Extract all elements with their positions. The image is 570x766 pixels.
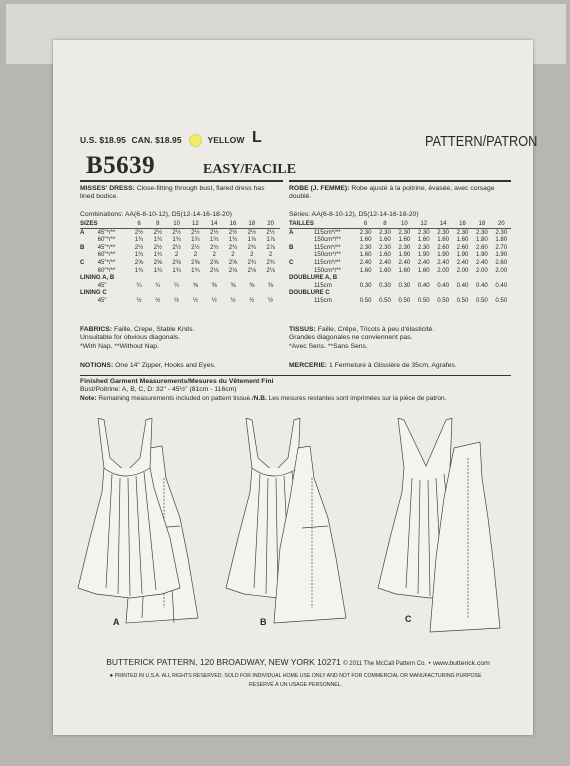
fr-title: ROBE (J. FEMME): [289,185,350,192]
table-cell: 8 [148,220,167,228]
table-row [289,267,511,275]
header-rule-right [289,180,511,182]
table-cell: 2.60 [456,243,469,251]
view-label-c: C [405,614,412,624]
table-cell: 2.00 [475,266,488,274]
table-cell: 0.50 [379,296,391,304]
price-can: CAN. $18.95 [131,134,182,145]
fabrics-note-2: *With Nap. **Without Nap. [80,342,159,350]
table-cell: 2 [174,251,179,259]
table-cell: 2⅛ [247,266,257,274]
table-cell: 2½ [191,243,200,251]
table-row [80,244,280,252]
notions-text: One 14" Zipper, Hooks and Eyes. [115,362,216,369]
footer-legal-1-text: PRINTED IN U.S.A. ALL RIGHTS RESERVED. SOLD FOR INDIVIDUAL HOME USE ONLY AND NOT FOR COMMERCIAL OR MANUFACTURING PURPOSE [114,673,482,679]
tissus-note-1: Grandes diagonales ne conviennent pas. [289,334,413,342]
table-cell: ½ [192,296,198,304]
table-cell: 1¾ [209,236,219,244]
table-cell: ¼ [136,281,142,289]
table-cell: 1¾ [172,236,181,244]
footer-legal-2: RESERVÉ À UN USAGE PERSONNEL. [248,682,343,688]
table-cell: 20 [492,220,511,228]
table-cell: 10 [167,220,186,228]
table-cell: 2½ [266,228,275,236]
table-cell: 1¾ [172,266,181,274]
footer-copyright: © 2011 The McCall Pattern Co. [343,661,427,667]
table-cell: 1¾ [153,236,163,244]
table-cell: 2.40 [379,258,391,266]
table-cell: 0.40 [437,281,450,289]
table-cell: 18 [472,220,491,228]
table-cell: 1.60 [437,236,450,244]
table-cell: ⅜ [192,281,198,289]
table-cell: 0.30 [379,281,391,289]
table-row [80,282,280,290]
table-row [80,220,280,228]
table-cell: 2.30 [398,243,411,251]
table-cell: 2.40 [417,258,430,266]
table-cell: 2½ [228,228,238,236]
table-cell: ⅜ [268,281,274,289]
table-cell: 2⅛ [209,266,219,274]
table-cell: 45"*/** [97,228,116,236]
table-cell: 2½ [134,243,144,251]
table-row [80,274,280,282]
mercerie-label: MERCERIE: [289,362,328,369]
table-cell: 2.60 [437,243,450,251]
en-title: MISSES' DRESS: [80,185,135,192]
table-cell: 1¾ [191,266,200,274]
yardage-table-en [80,220,280,305]
table-cell: ½ [249,296,255,304]
table-row [80,251,280,259]
table-cell: 1.60 [359,251,372,259]
table-cell: 12 [186,220,205,228]
table-cell: 115cm [313,281,332,289]
table-cell: 1.60 [398,266,411,274]
table-cell [314,220,356,228]
measurements-note [80,395,446,403]
table-cell: 2½ [209,228,219,236]
table-cell: ½ [230,296,236,304]
table-cell: 2.30 [379,228,391,236]
table-row [80,259,280,267]
table-cell: 1.60 [417,266,430,274]
en-notions [80,362,216,370]
table-cell: 2 [212,251,216,259]
fabrics-text: Faille, Crepe, Stable Knits. [114,326,195,333]
table-cell: LINING A, B [80,274,115,282]
table-cell: 1.60 [359,266,372,274]
table-cell: 60"*/** [97,266,116,274]
table-cell [98,220,130,228]
section-rule [80,375,511,376]
tissus-label: TISSUS: [289,326,316,333]
table-cell: 2 [250,251,254,259]
table-cell: 1.60 [456,236,469,244]
en-combinations: Combinations: AA(6-8-10-12), D5(12-14-16-18-20) [80,211,232,218]
notions-label: NOTIONS: [80,362,114,369]
table-cell: 1¾ [191,236,200,244]
table-cell: 60"*/** [97,236,116,244]
table-cell: 2⅝ [191,258,200,266]
table-cell [80,282,98,290]
table-cell: B [289,243,294,251]
table-cell: 115cm [313,296,332,304]
note-label: Note: [80,394,97,402]
measurements-bust: Bust/Poitrine: A, B, C, D: 32" - 45½" (81cm - 116cm) [80,386,237,394]
table-cell: 2½ [153,243,163,251]
table-cell: TAILLES [289,220,314,227]
table-cell: ½ [155,296,161,304]
table-cell: 2½ [247,228,257,236]
tissus-text: Faille, Crêpe, Tricots à peu d'élasticité. [317,326,435,333]
table-cell: B [80,243,85,251]
table-cell: ½ [174,296,180,304]
table-cell: 2.30 [495,228,508,236]
table-cell: 2.70 [495,243,508,251]
fabrics-label: FABRICS: [80,326,113,333]
tissus-note-2: *Avec Sens. **Sans Sens. [289,342,368,350]
table-cell: 2 [268,251,273,259]
table-row [289,274,511,282]
fr-description [289,185,511,202]
table-cell: 2.00 [495,266,508,274]
table-cell: 2.30 [475,228,488,236]
table-cell: 2⅛ [228,266,238,274]
table-cell: 16 [453,220,472,228]
table-cell: 6 [130,220,149,228]
table-cell: DOUBLURE C [289,289,330,297]
table-cell: 150cm*/** [313,251,342,259]
table-cell: 6 [356,220,375,228]
table-cell [289,297,314,305]
table-cell: ¼ [174,281,180,289]
view-label-b: B [260,617,267,627]
en-description [80,185,280,202]
table-cell: 2.30 [359,228,372,236]
table-cell: ½ [268,296,274,304]
table-cell: 14 [433,220,452,228]
table-cell: 0.40 [475,281,488,289]
table-cell: 2.40 [398,258,411,266]
technical-drawings [70,418,510,638]
table-cell: 16 [224,220,243,228]
footer-line: BUTTERICK PATTERN, 120 BROADWAY, NEW YORK 10271 © 2011 The McCall Pattern Co. • www.butterick.com [106,657,490,667]
price-us: U.S. $18.95 [80,134,126,145]
table-cell: 2.30 [359,243,372,251]
table-cell: 1¾ [153,266,163,274]
table-cell: 2.30 [437,228,450,236]
color-label: YELLOW [207,134,245,145]
table-cell [289,251,314,259]
table-cell: 115cm*/** [313,258,341,266]
table-row [80,289,280,297]
measurements-heading: Finished Garment Measurements/Mesures du Vêtement Fini [80,378,274,385]
table-cell: 1.80 [495,236,508,244]
fr-tissus [289,326,511,351]
table-cell: 2 [231,251,235,259]
table-cell: 150cm*/** [313,266,342,274]
yardage-table-fr [289,220,511,305]
table-cell: 14 [205,220,224,228]
table-cell: C [80,258,85,266]
table-cell: A [289,228,294,236]
pattern-label: PATTERN/PATRON [425,133,538,150]
price-line [80,134,244,147]
table-cell: LINING C [80,289,107,297]
table-cell: SIZES [80,220,98,227]
table-cell: 2.40 [456,258,469,266]
table-cell: 0.50 [456,296,469,304]
note-en: Remaining measurements included on pattern tissue./ [98,394,254,402]
table-row [289,251,511,259]
table-cell: 12 [414,220,433,228]
table-cell: 2.40 [475,258,488,266]
table-cell: 2 [193,251,198,259]
difficulty-label: EASY/FACILE [203,162,297,177]
table-cell: 1.90 [437,251,450,259]
footer-legal-1: ● PRINTED IN U.S.A. ALL RIGHTS RESERVED. SOLD FOR INDIVIDUAL HOME USE ONLY AND NOT FOR COMMERCIAL OR MANUFACTURING PURPOSE [109,673,482,679]
table-cell [80,267,98,275]
table-cell: 1.60 [379,236,391,244]
table-row [289,236,511,244]
table-cell: 2½ [153,228,163,236]
yellow-dot-icon [189,134,202,147]
table-cell: 10 [395,220,414,228]
table-cell: 2.40 [359,258,372,266]
fr-series: Séries: AA(6-8-10-12), D5(12-14-16-18-20) [289,211,419,218]
table-cell: 1.90 [475,251,488,259]
measurements-block [80,378,446,403]
table-cell: 2⅛ [266,266,275,274]
table-cell: 2.30 [456,228,469,236]
table-cell: 1.60 [417,236,430,244]
table-cell: 115cm*/** [313,243,341,251]
en-description-text: Close-fitting through bust, flared dress has lined bodice. [80,185,265,201]
table-cell: 0.30 [398,281,411,289]
table-row [289,289,511,297]
note-fr-label: N.B. [253,394,267,402]
table-cell: 2⅞ [266,243,275,251]
table-cell: 0.40 [456,281,469,289]
table-cell: 1.90 [495,251,508,259]
table-cell: 45" [97,281,107,289]
table-cell: 1.90 [398,251,411,259]
table-cell: 1¾ [153,251,163,259]
table-cell: 20 [261,220,280,228]
table-cell: 18 [242,220,261,228]
table-cell: 8 [375,220,394,228]
table-cell: 150cm*/** [313,236,342,244]
table-cell: A [80,228,85,236]
table-cell: 2¾ [209,243,219,251]
table-cell: 1.90 [456,251,469,259]
table-row [289,282,511,290]
table-cell: 1.90 [417,251,430,259]
table-cell [289,267,314,275]
table-cell: 2¾ [266,258,275,266]
en-fabrics [80,326,280,351]
table-row [80,267,280,275]
table-cell: 2.60 [475,243,488,251]
table-cell: 2.60 [495,258,508,266]
table-row [289,228,511,236]
table-cell: DOUBLURE A, B [289,274,338,282]
table-cell: 1¾ [134,266,144,274]
header-rule-left [80,180,283,182]
table-cell: 2¾ [247,243,257,251]
table-cell: 1⅞ [247,236,257,244]
table-cell: 2.30 [398,228,411,236]
table-cell: ⅜ [211,281,217,289]
table-cell: 0.50 [417,296,430,304]
table-cell: 2.30 [379,243,391,251]
table-cell: ½ [211,296,217,304]
table-cell: 0.40 [495,281,508,289]
table-cell: 2⅝ [228,258,238,266]
table-cell: ⅜ [249,281,255,289]
table-cell: 2½ [191,228,200,236]
view-label-a: A [113,617,120,627]
fr-description-text: Robe ajusté à la poitrine, évasée, avec corsage doublé. [289,185,495,201]
table-cell [80,251,98,259]
table-cell: 1.60 [379,266,391,274]
table-cell: 1¾ [134,251,144,259]
footer-website: www.butterick.com [433,660,490,667]
table-cell: 1.60 [379,251,391,259]
table-row [289,220,511,228]
table-cell: 2¾ [247,258,257,266]
table-cell: 0.40 [417,281,430,289]
table-cell [80,297,98,305]
table-cell: 1.60 [398,236,411,244]
mercerie-text: 1 Fermeture à Glissière de 35cm, Agrafes. [329,362,457,369]
table-cell [289,236,314,244]
table-cell: 1¾ [228,236,238,244]
table-cell: 115cm*/** [313,228,341,236]
table-cell: 2½ [172,243,181,251]
table-cell: 2.00 [456,266,469,274]
table-cell: ⅜ [230,281,236,289]
table-cell: 0.50 [437,296,450,304]
table-cell: C [289,258,294,266]
fabrics-note-1: Unsuitable for obvious diagonals. [80,334,181,342]
note-fr: Les mesures restantes sont imprimées sur la pièce de patron. [268,394,447,402]
table-cell: 0.50 [475,296,488,304]
size-letter: L [252,129,262,146]
table-cell: 2¾ [228,243,238,251]
table-cell: 2½ [172,228,181,236]
table-cell: 2⅝ [209,258,219,266]
table-cell: 1⅞ [266,236,275,244]
table-cell [80,236,98,244]
table-cell: 45" [97,296,107,304]
table-row [80,228,280,236]
table-cell: 1.80 [475,236,488,244]
table-cell: 2.40 [437,258,450,266]
table-cell: 2⅝ [134,258,144,266]
table-cell: 1¾ [134,236,144,244]
table-cell: 2⅝ [172,258,181,266]
table-row [80,236,280,244]
table-row [289,297,511,305]
table-cell: 2.30 [417,228,430,236]
table-cell: 2½ [134,228,144,236]
table-cell: 1.60 [359,236,372,244]
table-cell: 0.50 [398,296,411,304]
footer-company: BUTTERICK PATTERN, 120 BROADWAY, NEW YORK 10271 [106,657,341,667]
table-row [80,297,280,305]
table-cell: ½ [136,296,142,304]
table-cell: ¼ [155,281,161,289]
table-cell: 45"*/** [97,243,116,251]
fr-mercerie [289,362,457,370]
table-cell [289,282,314,290]
table-cell: 2.30 [417,243,430,251]
table-cell: 0.50 [359,296,372,304]
table-cell: 45"*/** [97,258,116,266]
table-cell: 0.50 [495,296,508,304]
table-row [289,244,511,252]
table-cell: 2.00 [437,266,450,274]
table-cell: 60"*/** [97,251,116,259]
pattern-number: B5639 [86,152,156,179]
table-cell: 0.30 [359,281,372,289]
table-row [289,259,511,267]
table-cell: 2⅝ [153,258,163,266]
